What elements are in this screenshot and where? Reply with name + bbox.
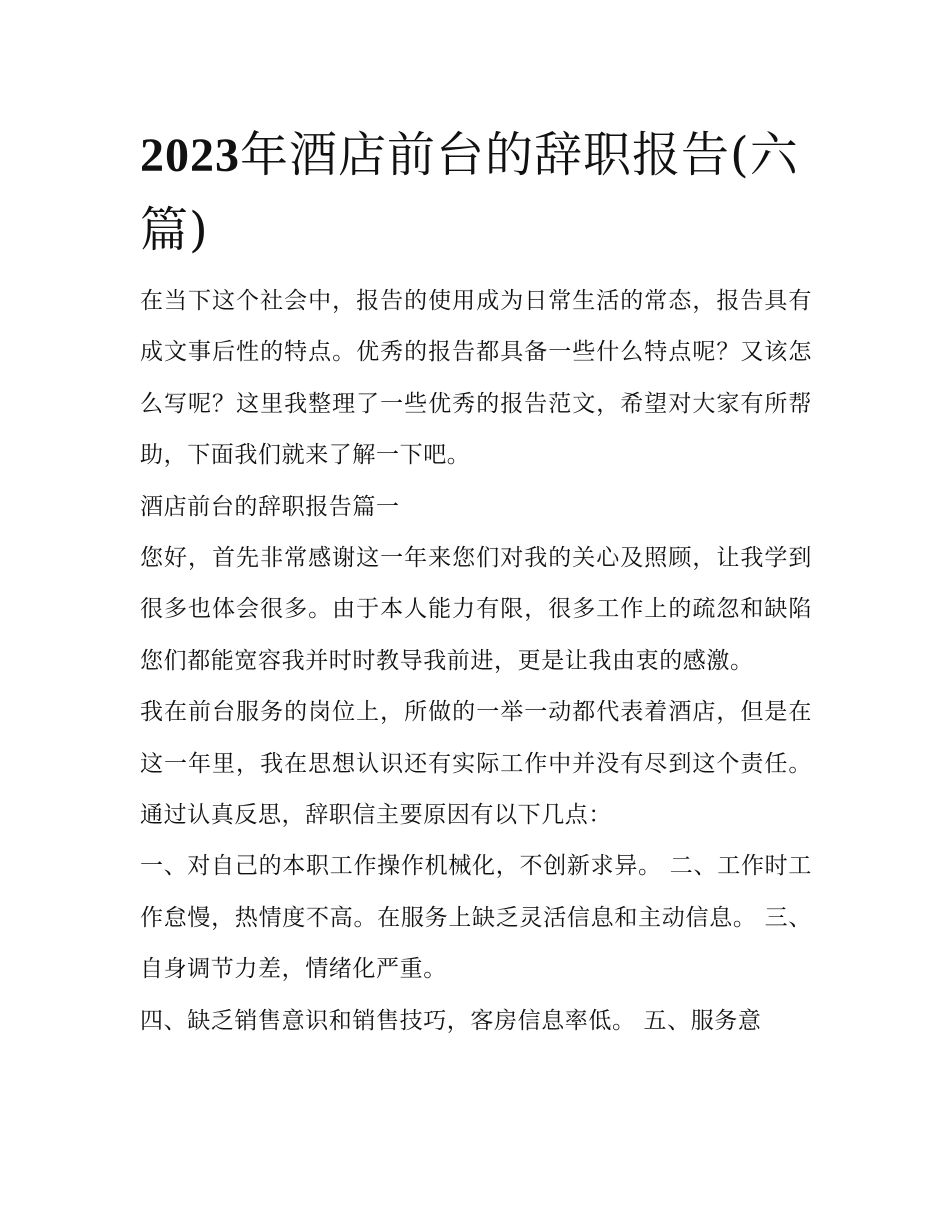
body-paragraph: 您好，首先非常感谢这一年来您们对我的关心及照顾，让我学到很多也体会很多。由于本人能力有限，很多工作上的疏忽和缺陷您们都能宽容我并时时教导我前进，更是让我由衷的感激。 — [140, 545, 812, 674]
intro-paragraph: 在当下这个社会中，报告的使用成为日常生活的常态，报告具有成文事后性的特点。优秀的报告都具备一些什么特点呢？又该怎么写呢？这里我整理了一些优秀的报告范文，希望对大家有所帮助，下面我们就来了解一下吧。 — [140, 288, 812, 469]
body-paragraph: 四、缺乏销售意识和销售技巧，客房信息率低。 五、服务意 — [140, 1007, 762, 1034]
body-paragraph: 我在前台服务的岗位上，所做的一举一动都代表着酒店，但是在这一年里，我在思想认识还有实际工作中并没有尽到这个责任。通过认真反思，辞职信主要原因有以下几点： — [140, 699, 812, 829]
document-title — [140, 118, 815, 267]
title-text: 年酒店前台的辞职报告(六篇) — [140, 127, 799, 258]
section-heading: 酒店前台的辞职报告篇一 — [140, 493, 400, 520]
title-year: 2023 — [140, 129, 240, 182]
document-body — [140, 276, 812, 1047]
body-paragraph: 一、对自己的本职工作操作机械化，不创新求异。 二、工作时工作怠慢，热情度不高。在服务上缺乏灵活信息和主动信息。 三、自身调节力差，情绪化严重。 — [140, 853, 812, 983]
